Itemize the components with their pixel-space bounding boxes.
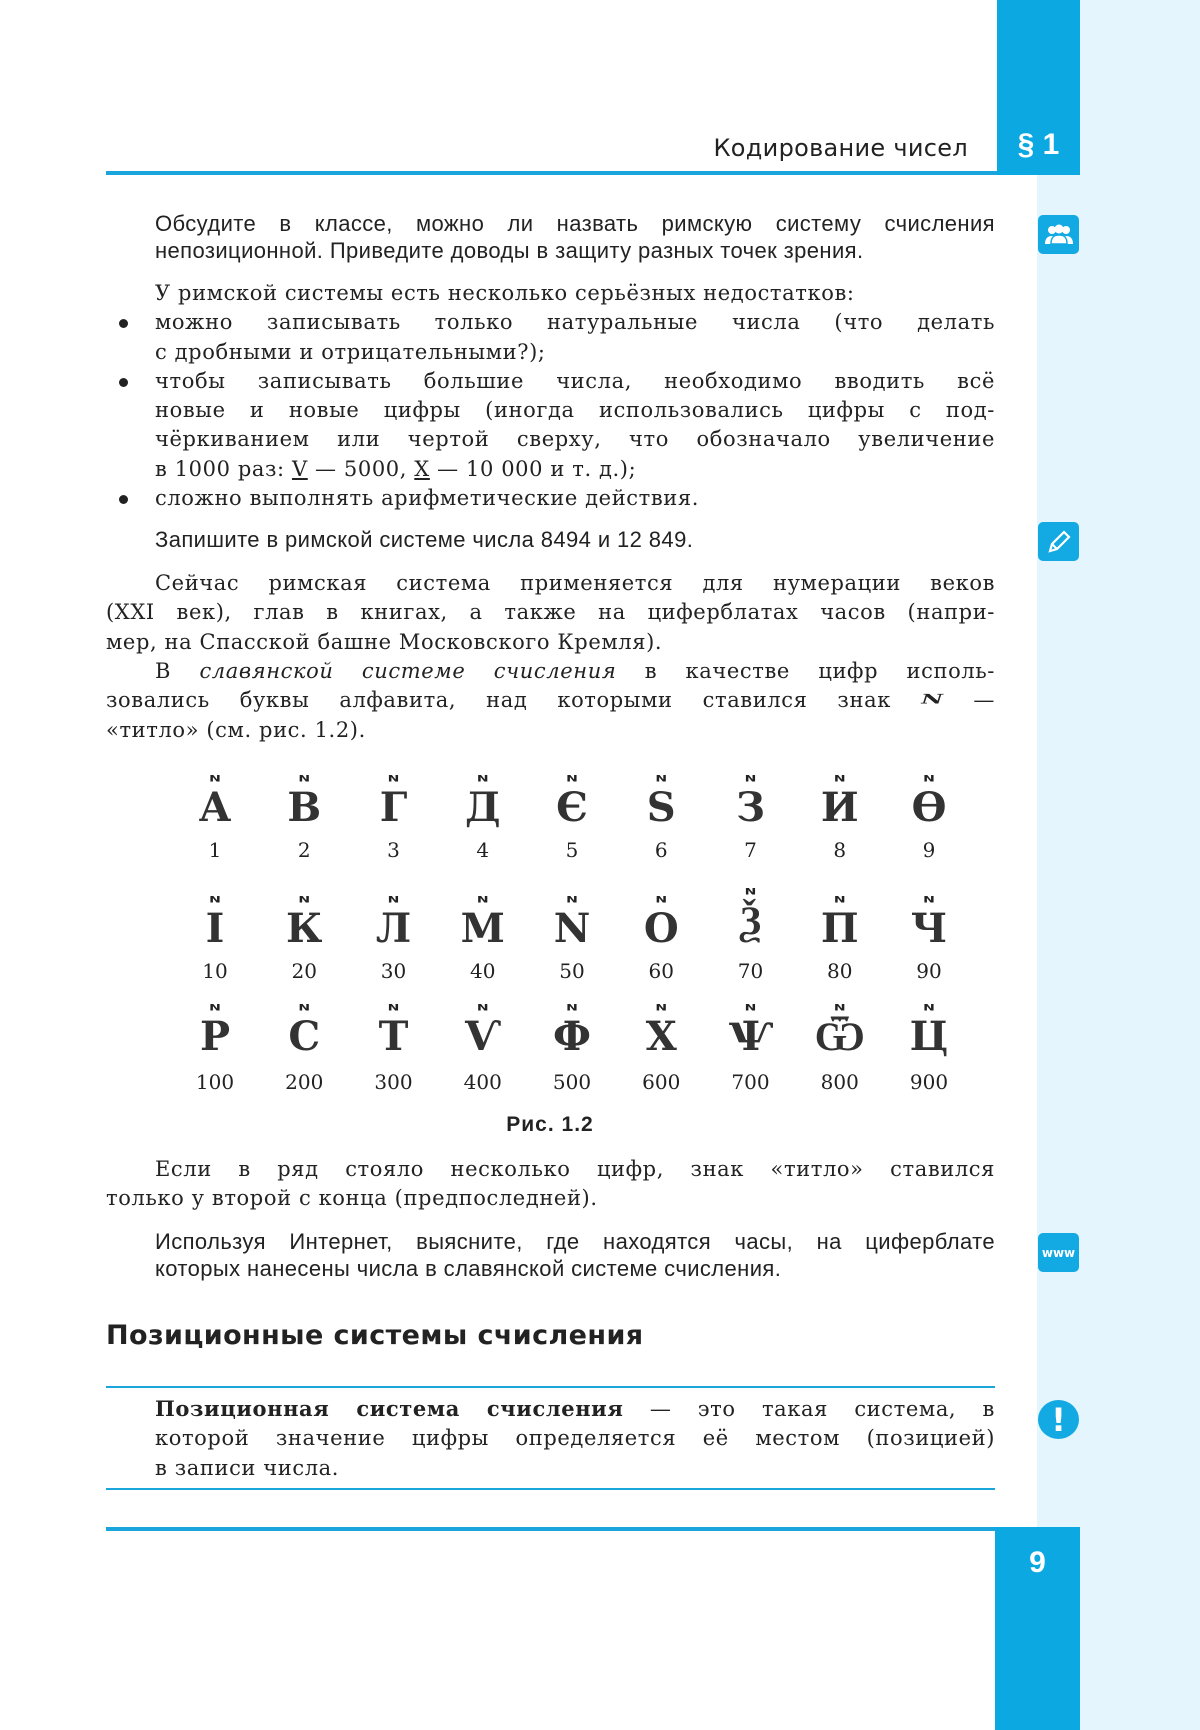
titlo-icon: N: [209, 774, 221, 784]
text-segment: зовались буквы алфавита, над которыми ставился знак: [106, 688, 921, 713]
text-segment: в 1000 раз:: [155, 456, 292, 481]
text-line: [155, 455, 995, 484]
slavic-numeral: [800, 772, 880, 830]
text-segment: славянской системе счисления: [199, 659, 617, 683]
slavic-numeral: [621, 1001, 701, 1059]
section-heading: Позиционные системы счисления: [106, 1320, 644, 1351]
text-line: (XXI век), глав в книгах, а также на циферблатах часов (напри-: [106, 600, 995, 625]
numeral-letter: Г: [379, 784, 408, 831]
footer-rule: [106, 1527, 995, 1531]
text-line: можно записывать только натуральные числа (что делать: [155, 310, 995, 335]
disadvantages-list: [106, 308, 995, 513]
slavic-numeral: [443, 1001, 523, 1059]
titlo-icon: N: [387, 774, 400, 784]
numeral-letter: Л: [375, 905, 412, 952]
slavic-numeral: [354, 1001, 434, 1059]
numeral-value: 2: [297, 838, 311, 862]
numeral-letter: П: [820, 905, 859, 952]
chapter-title: Кодирование чисел: [713, 134, 968, 162]
text-segment: X: [414, 456, 430, 481]
text-line: непозиционной. Приведите доводы в защиту разных точек зрения.: [155, 238, 864, 263]
slavic-numeral: [621, 893, 701, 951]
numeral-letter: N: [553, 905, 591, 952]
slavic-numeral: [711, 885, 791, 943]
numeral-value: 90: [916, 959, 942, 983]
slavic-numeral: [532, 772, 612, 830]
text-segment: V: [291, 456, 308, 481]
titlo-icon: N: [476, 1003, 489, 1013]
numeral-value: 40: [470, 959, 496, 983]
definition-top-rule: [106, 1386, 995, 1388]
text-line: которых нанесены числа в славянской системе счисления.: [155, 1256, 782, 1281]
numeral-value: 700: [731, 1070, 770, 1094]
text-segment: — 10 000 и т. д.);: [429, 456, 637, 481]
text-line: чёркиванием или чертой сверху, что обозначало увеличение: [155, 427, 995, 452]
numeral-value: 60: [648, 959, 674, 983]
slavic-numeral: [443, 893, 523, 951]
slavic-numeral: [889, 772, 969, 830]
titlo-icon: N: [833, 774, 846, 784]
text-line: У римской системы есть несколько серьёзных недостатков:: [155, 281, 855, 305]
numeral-letter: М: [460, 905, 505, 952]
numeral-value: 400: [463, 1070, 502, 1094]
header-rule: [106, 171, 997, 175]
titlo-icon: N: [298, 895, 311, 905]
numeral-value: 1: [208, 838, 222, 862]
slavic-numeral: [800, 893, 880, 951]
slavic-numeral: [175, 893, 255, 951]
titlo-icon: N: [923, 774, 935, 784]
titlo-icon: N: [744, 774, 757, 784]
discussion-task: [155, 210, 995, 264]
numeral-value: 100: [195, 1070, 235, 1094]
titlo-rule-paragraph: [106, 1155, 995, 1214]
slavic-numeral: [889, 1001, 969, 1059]
writing-task: [155, 526, 995, 553]
bullet-item: [106, 308, 995, 367]
bullet-dot-icon: [119, 495, 128, 504]
numeral-letter: Ѿ: [814, 1013, 865, 1060]
numeral-value: 30: [380, 959, 407, 983]
text-line: Используя Интернет, выясните, где находятся часы, на циферблате: [155, 1229, 995, 1254]
slavic-numeral: [532, 893, 612, 951]
group-discussion-icon: [1038, 215, 1079, 254]
numeral-letter: Ч: [910, 905, 948, 952]
slavic-numeral: [175, 772, 255, 830]
text-line: Если в ряд стояло несколько цифр, знак «титло» ставился: [155, 1157, 995, 1181]
text-line: Сейчас римская система применяется для нумерации веков: [155, 571, 995, 595]
slavic-numeral: [889, 893, 969, 951]
text-line: [106, 686, 995, 715]
numeral-letter: Р: [199, 1013, 231, 1060]
numeral-letter: Ѱ: [728, 1013, 773, 1060]
numeral-value: 900: [909, 1070, 949, 1094]
bullet-item: [106, 367, 995, 484]
slavic-numeral: [354, 772, 434, 830]
titlo-icon: N: [655, 1003, 668, 1013]
text-line: Запишите в римской системе числа 8494 и 12 849.: [155, 527, 694, 552]
titlo-icon: N: [209, 1003, 221, 1013]
titlo-icon: N: [566, 774, 578, 784]
numeral-letter: Д: [464, 784, 501, 831]
numeral-letter: И: [820, 784, 859, 831]
numeral-letter: О: [643, 905, 679, 952]
slavic-numeral: [264, 1001, 344, 1059]
numeral-value: 4: [476, 838, 490, 862]
numeral-letter: Ѵ: [464, 1013, 502, 1060]
numeral-value: 50: [559, 959, 585, 983]
numeral-value: 20: [291, 959, 317, 983]
titlo-icon: N: [387, 895, 400, 905]
text-line: в записи числа.: [155, 1455, 340, 1480]
numeral-value: 6: [654, 838, 668, 862]
text-line: новые и новые цифры (иногда использовались цифры с под-: [155, 398, 995, 423]
exclamation-icon: [1038, 1400, 1079, 1439]
internet-task: [155, 1228, 995, 1282]
titlo-icon: N: [744, 887, 757, 897]
slavic-numeral: [354, 893, 434, 951]
numeral-letter: Ѯ: [739, 897, 762, 944]
definition-bottom-rule: [106, 1488, 995, 1490]
numeral-value: 8: [833, 838, 847, 862]
titlo-icon: N: [476, 895, 489, 905]
text-line: Обсудите в классе, можно ли назвать римскую систему счисления: [155, 211, 995, 236]
titlo-sign: N: [918, 691, 947, 707]
numeral-value: 200: [285, 1070, 324, 1094]
text-segment: — это такая система, в: [623, 1397, 995, 1421]
numeral-letter: Т: [378, 1013, 409, 1060]
text-segment: Позиционная система счисления: [155, 1396, 624, 1421]
numeral-value: 9: [922, 838, 936, 862]
numeral-letter: Х: [645, 1013, 677, 1060]
margin-strip: [1037, 0, 1200, 1730]
numeral-letter: Ѳ: [911, 784, 947, 831]
text-line: которой значение цифры определяется её местом (позицией): [155, 1426, 995, 1451]
text-line: сложно выполнять арифметические действия.: [155, 486, 700, 511]
numeral-letter: І: [205, 905, 225, 952]
text-line: с дробными и отрицательными?);: [155, 339, 546, 364]
slavic-numeral: [711, 1001, 791, 1059]
slavic-numeral: [621, 772, 701, 830]
titlo-icon: N: [298, 774, 311, 784]
bullet-dot-icon: [119, 319, 128, 328]
bullet-item: [106, 484, 995, 513]
numeral-value: 80: [827, 959, 853, 983]
titlo-icon: N: [833, 895, 846, 905]
exclamation-mark: !: [1051, 1400, 1066, 1439]
bullet-dot-icon: [119, 378, 128, 387]
titlo-icon: N: [476, 774, 489, 784]
text-line: только у второй с конца (предпоследней).: [106, 1186, 598, 1211]
titlo-icon: N: [833, 1003, 846, 1013]
section-number: § 1: [1017, 128, 1060, 161]
titlo-icon: N: [923, 1003, 935, 1013]
text-segment: в качестве цифр исполь-: [616, 659, 995, 683]
titlo-icon: N: [298, 1003, 311, 1013]
definition-box: [155, 1394, 995, 1483]
numeral-value: 70: [737, 959, 764, 983]
titlo-icon: N: [655, 774, 668, 784]
numeral-value: 3: [387, 838, 400, 862]
titlo-icon: N: [566, 895, 578, 905]
numeral-value: 600: [642, 1070, 681, 1094]
titlo-icon: N: [655, 895, 668, 905]
roman-usage-paragraph: [106, 569, 995, 657]
numeral-value: 300: [374, 1070, 413, 1094]
numeral-letter: Ц: [909, 1013, 949, 1060]
pencil-icon: [1038, 522, 1079, 561]
slavic-numeral: [264, 893, 344, 951]
slavic-system-paragraph: [106, 657, 995, 745]
numeral-letter: Є: [556, 784, 588, 831]
titlo-icon: N: [387, 1003, 400, 1013]
www-label: www: [1041, 1245, 1076, 1260]
numeral-letter: К: [286, 905, 323, 952]
numeral-value: 800: [820, 1070, 859, 1094]
text-segment: — 5000,: [307, 456, 415, 481]
titlo-icon: N: [744, 1003, 757, 1013]
slavic-numeral: [800, 1001, 880, 1059]
figure-caption: Рис. 1.2: [506, 1113, 594, 1136]
titlo-icon: N: [566, 1003, 578, 1013]
numeral-value: 5: [565, 838, 579, 862]
slavic-numeral: [532, 1001, 612, 1059]
disadvantages-section: [106, 279, 995, 513]
text-line: [155, 1394, 995, 1424]
numeral-letter: В: [287, 784, 322, 831]
titlo-icon: N: [209, 895, 221, 905]
numeral-value: 7: [744, 838, 757, 862]
disadvantages-intro: [106, 279, 995, 308]
slavic-numeral: [175, 1001, 255, 1059]
text-line: чтобы записывать большие числа, необходимо вводить всё: [155, 368, 995, 393]
numeral-letter: З: [736, 784, 765, 831]
page-number: 9: [1029, 1546, 1046, 1579]
numeral-letter: Ѕ: [646, 784, 676, 831]
numeral-letter: Ф: [553, 1013, 591, 1060]
slavic-numeral: [264, 772, 344, 830]
numeral-value: 500: [552, 1070, 592, 1094]
slavic-numeral: [443, 772, 523, 830]
numeral-letter: А: [198, 784, 232, 831]
numeral-value: 10: [202, 959, 228, 983]
text-line: мер, на Спасской башне Московского Кремля).: [106, 629, 663, 654]
text-line: [106, 657, 995, 686]
text-line: «титло» (см. рис. 1.2).: [106, 717, 366, 742]
www-icon: [1038, 1233, 1079, 1272]
titlo-icon: N: [923, 895, 935, 905]
text-segment: —: [943, 688, 995, 713]
slavic-numeral: [711, 772, 791, 830]
numeral-letter: С: [288, 1013, 321, 1060]
text-segment: В: [155, 659, 200, 683]
